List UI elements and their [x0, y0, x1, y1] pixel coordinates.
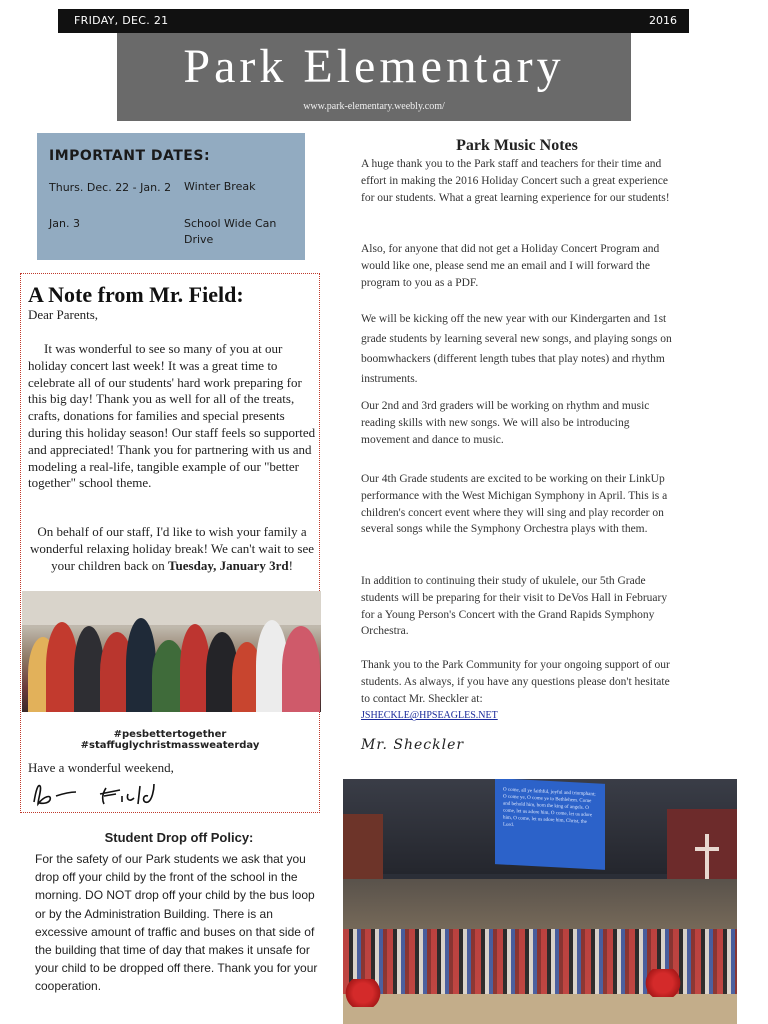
- music-paragraph-6: In addition to continuing their study of ukulele, our 5th Grade students will be preparing for their visit to DeVos Hall in February for a Young Person's Concert with the Grand Rapids Symphony Orchestra.: [361, 575, 668, 638]
- photo-wall: [22, 591, 321, 625]
- cross-icon: [705, 834, 709, 879]
- important-dates-heading: IMPORTANT DATES:: [49, 148, 211, 164]
- music-paragraph-4: Our 2nd and 3rd graders will be working on rhythm and music reading skills with new songs. We will also be introducing movement and dance to music.: [361, 400, 650, 446]
- concert-photo: [343, 779, 737, 1024]
- hashtags: #pesbettertogether #staffuglychristmassweaterday: [80, 729, 260, 751]
- music-paragraph-7: [361, 657, 677, 725]
- important-dates-box: [37, 133, 305, 260]
- music-paragraph-1: A huge thank you to the Park staff and teachers for their time and effort in making the 2016 Holiday Concert such a great experience for our students. What a great learning experience for our students!: [361, 158, 670, 204]
- cross-icon: [695, 847, 719, 851]
- note-closing: Have a wonderful weekend,: [28, 760, 174, 775]
- date-item-2-when: Jan. 3: [49, 217, 80, 230]
- poinsettia: [643, 969, 683, 997]
- dropoff-policy-body: For the safety of our Park students we ask that you drop off your child by the front of the school in the morning. DO NOT drop off your child by the bus loop or by the Administration Building. There is an excessive amount of traffic and buses on that side of the building that time of day that makes it unsafe for your child to be dropped off there. Thank you for your cooperation.: [35, 852, 318, 994]
- music-notes-title: Park Music Notes: [456, 137, 578, 154]
- music-paragraph-3: We will be kicking off the new year with our Kindergarten and 1st grade students by learning several new songs, and playing songs on boomwhackers (different length tubes that play notes) and rhythm instruments.: [361, 313, 672, 385]
- music-paragraph-2: Also, for anyone that did not get a Holiday Concert Program and would like one, please send me an email and I will forward the program to you as a PDF.: [361, 243, 660, 289]
- website-url[interactable]: www.park-elementary.weebly.com/: [303, 101, 445, 112]
- note-paragraph-2-text: On behalf of our staff, I'd like to wish your family a wonderful relaxing holiday break! We can't wait to see your children back on: [29, 524, 315, 573]
- return-date: Tuesday, January 3rd: [168, 557, 289, 573]
- date-item-1-what: Winter Break: [184, 180, 256, 193]
- newsletter-title: Park Elementary: [183, 40, 565, 93]
- principal-note: [20, 273, 320, 813]
- dropoff-policy-title: Student Drop off Policy:: [104, 830, 254, 845]
- note-heading: A Note from Mr. Field:: [28, 282, 244, 307]
- staff-photo: [22, 591, 321, 712]
- note-paragraph-2-end: !: [288, 557, 293, 573]
- date-bar: [58, 9, 689, 33]
- masthead: [117, 33, 631, 121]
- staff-member: [282, 626, 320, 712]
- music-signoff: Mr. Sheckler: [361, 737, 465, 753]
- stage-floor: [343, 994, 737, 1024]
- issue-year: 2016: [649, 14, 677, 27]
- music-paragraph-7-text: Thank you to the Park Community for your ongoing support of our students. As always, if you have any questions please don't hesitate to contact Mr. Sheckler at:: [361, 659, 670, 705]
- note-salutation: Dear Parents,: [28, 307, 99, 322]
- date-item-1-when: Thurs. Dec. 22 - Jan. 2: [49, 181, 172, 194]
- poinsettia: [343, 979, 383, 1007]
- issue-date: FRIDAY, DEC. 21: [74, 14, 169, 27]
- teacher-email-link[interactable]: JSHECKLE@HPSEAGLES.NET: [361, 710, 498, 722]
- principal-signature: [30, 780, 180, 810]
- music-paragraph-5: Our 4th Grade students are excited to be working on their LinkUp performance with the West Michigan Symphony in April. This is a children's concert event where they will sing and play recorder on several songs while the Symphony Orchestra plays with them.: [361, 473, 668, 536]
- date-item-2-what: School Wide Can Drive: [184, 217, 277, 246]
- lyrics-screen: O come, all ye faithful, joyful and triumphant; O come ye, O come ye to Bethlehem. Come and behold him, born the king of angels. O come, let us adore him, O come, let us adore him, O come, let us adore him, Christ, the Lord.: [495, 779, 605, 870]
- note-paragraph-1: It was wonderful to see so many of you at our holiday concert last week! It was a great time to celebrate all of our students' hard work preparing for this big day! Thank you as well for all of the treats, crafts, donations for families and special presents during this holiday season! Our staff feels so supported and appreciated! Thank you for partnering with us and modeling a real-life, tangible example of our "better together" school theme.: [28, 341, 316, 491]
- note-paragraph-2: [28, 524, 316, 574]
